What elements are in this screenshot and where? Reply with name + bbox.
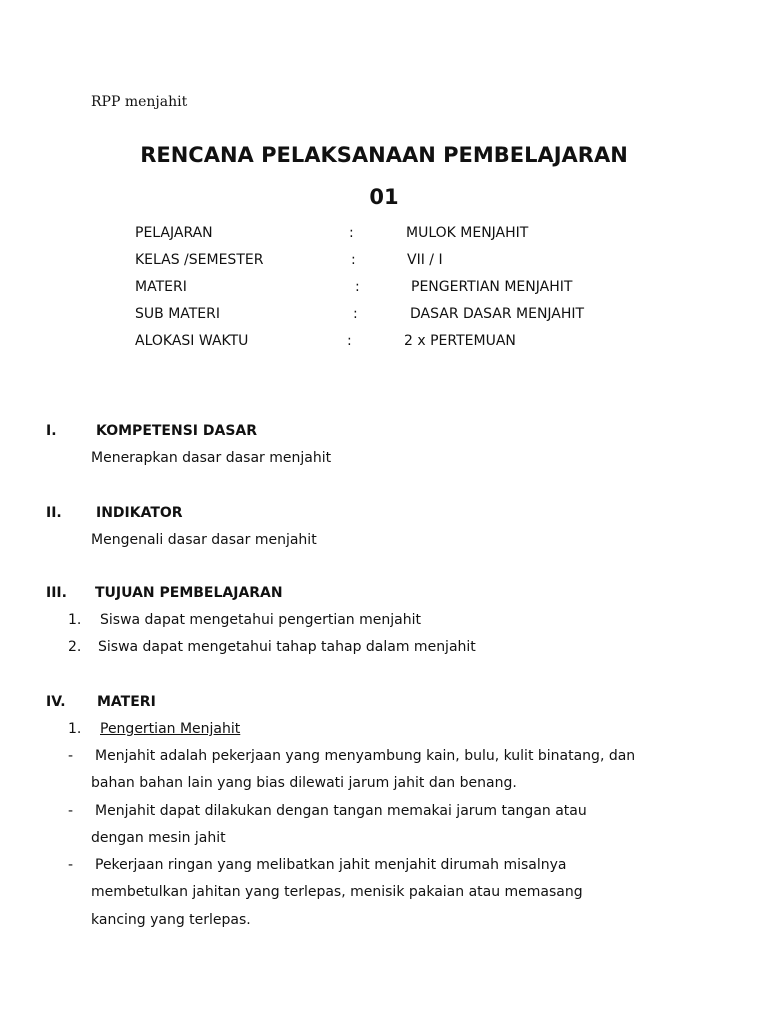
info-label: MATERI (135, 279, 187, 295)
document-label: RPP menjahit (91, 94, 188, 110)
info-value: VII / I (407, 252, 443, 268)
section-number: I. (46, 423, 57, 439)
info-label: PELAJARAN (135, 225, 213, 241)
list-item: Siswa dapat mengetahui tahap tahap dalam menjahit (98, 639, 476, 655)
bullet-text: membetulkan jahitan yang terlepas, menisik pakaian atau memasang (91, 884, 583, 900)
info-label: ALOKASI WAKTU (135, 333, 249, 349)
bullet-text: Pekerjaan ringan yang melibatkan jahit menjahit dirumah misalnya (95, 857, 567, 873)
section-number: IV. (46, 694, 66, 710)
section-title: INDIKATOR (96, 505, 183, 521)
section-title: KOMPETENSI DASAR (96, 423, 258, 439)
section-text: Mengenali dasar dasar menjahit (91, 532, 317, 548)
bullet-text: kancing yang terlepas. (91, 912, 251, 928)
bullet-text: Menjahit dapat dilakukan dengan tangan memakai jarum tangan atau (95, 803, 587, 819)
page-title: RENCANA PELAKSANAAN PEMBELAJARAN (140, 143, 628, 167)
list-item-number: 1. (68, 612, 82, 628)
info-label: SUB MATERI (135, 306, 221, 322)
bullet-dash: - (68, 857, 74, 873)
info-value: DASAR DASAR MENJAHIT (410, 306, 585, 322)
bullet-text: dengan mesin jahit (91, 830, 226, 846)
list-item: Siswa dapat mengetahui pengertian menjahit (100, 612, 421, 628)
section-text: Menerapkan dasar dasar menjahit (91, 450, 332, 466)
info-label: KELAS /SEMESTER (135, 252, 264, 268)
info-colon: : (353, 306, 358, 322)
info-value: PENGERTIAN MENJAHIT (411, 279, 573, 295)
bullet-text: bahan bahan lain yang bias dilewati jarum jahit dan benang. (91, 775, 517, 791)
section-title: TUJUAN PEMBELAJARAN (95, 585, 283, 601)
list-item-number: 2. (68, 639, 82, 655)
page-title-number: 01 (369, 185, 399, 209)
bullet-dash: - (68, 803, 74, 819)
section-number: III. (46, 585, 67, 601)
info-colon: : (349, 225, 354, 241)
bullet-dash: - (68, 748, 74, 764)
subsection-number: 1. (68, 721, 82, 737)
section-title: MATERI (97, 694, 156, 710)
info-colon: : (351, 252, 356, 268)
info-colon: : (355, 279, 360, 295)
info-value: MULOK MENJAHIT (406, 225, 529, 241)
info-colon: : (347, 333, 352, 349)
subsection-title: Pengertian Menjahit (100, 721, 241, 737)
section-number: II. (46, 505, 62, 521)
bullet-text: Menjahit adalah pekerjaan yang menyambung kain, bulu, kulit binatang, dan (95, 748, 636, 764)
info-value: 2 x PERTEMUAN (404, 333, 516, 349)
